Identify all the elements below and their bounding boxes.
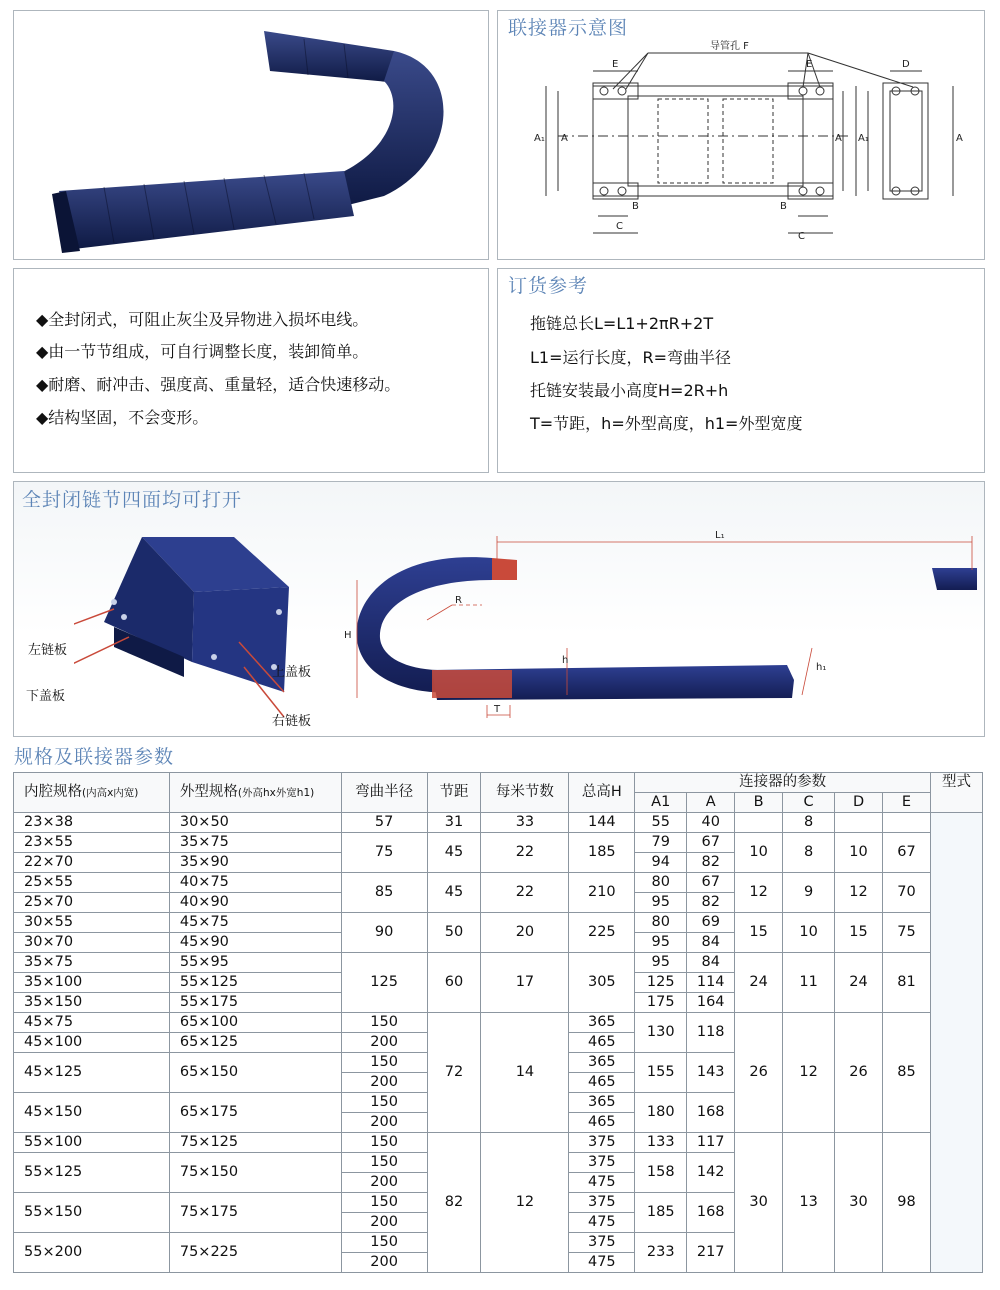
- dim-T: T: [494, 704, 501, 715]
- cell-links: 20: [481, 913, 569, 953]
- cell-height: 185: [569, 833, 635, 873]
- cell-B: 30: [735, 1133, 783, 1273]
- label-A-right: A: [835, 133, 842, 144]
- header-links-per-meter: 每米节数: [481, 773, 569, 813]
- cell-radius: 90: [341, 913, 427, 953]
- cell-A: 84: [687, 933, 735, 953]
- cell-height: 375: [569, 1193, 635, 1213]
- dim-R: R: [455, 595, 462, 606]
- cell-A: 67: [687, 873, 735, 893]
- cell-D: 26: [835, 1013, 883, 1133]
- cell-C: 9: [783, 873, 835, 913]
- cell-A1: 95: [635, 893, 687, 913]
- label-E-left: E: [612, 59, 619, 70]
- header-total-height: 总高H: [569, 773, 635, 813]
- dim-h: h: [562, 655, 569, 666]
- cell-A: 168: [687, 1093, 735, 1133]
- cell-D: 15: [835, 913, 883, 953]
- ordering-line: 托链安装最小高度H=2R+h: [530, 381, 729, 400]
- cell-height: 210: [569, 873, 635, 913]
- cell-inner: 25×70: [14, 893, 170, 913]
- connector-diagram: [498, 11, 984, 259]
- table-row: [14, 953, 983, 973]
- cell-inner: 22×70: [14, 853, 170, 873]
- cell-outer: 40×75: [169, 873, 341, 893]
- feature-item: ◆由一节节组成，可自行调整长度，装卸简单。: [36, 342, 369, 361]
- cell-A: 67: [687, 833, 735, 853]
- openable-title: 全封闭链节四面均可打开: [22, 489, 243, 511]
- cell-inner: 45×125: [14, 1053, 170, 1093]
- cell-A: 69: [687, 913, 735, 933]
- cell-D: 30: [835, 1133, 883, 1273]
- label-A1-right: A₁: [858, 133, 869, 144]
- header-A1: A1: [635, 793, 687, 813]
- cell-B: 26: [735, 1013, 783, 1133]
- label-top-cover: 上盖板: [272, 665, 312, 680]
- cell-type: [930, 813, 982, 1273]
- cell-A: 82: [687, 893, 735, 913]
- cell-inner: 55×200: [14, 1233, 170, 1273]
- cell-C: 11: [783, 953, 835, 1013]
- label-D: D: [902, 59, 910, 70]
- cell-E: 85: [883, 1013, 931, 1133]
- cable-chain-photo: [14, 11, 490, 261]
- cell-outer: 45×75: [169, 913, 341, 933]
- cell-A: 117: [687, 1133, 735, 1153]
- cell-radius: 200: [341, 1253, 427, 1273]
- cell-E: 75: [883, 913, 931, 953]
- openable-panel: [13, 481, 985, 737]
- cell-outer: 40×90: [169, 893, 341, 913]
- cell-A: 168: [687, 1193, 735, 1233]
- cell-pitch: 72: [427, 1013, 481, 1133]
- chain-layout-diagram: [332, 520, 982, 735]
- cell-A: 142: [687, 1153, 735, 1193]
- cell-height: 144: [569, 813, 635, 833]
- cell-links: 17: [481, 953, 569, 1013]
- cell-outer: 55×125: [169, 973, 341, 993]
- feature-item: ◆耐磨、耐冲击、强度高、重量轻，适合快速移动。: [36, 375, 401, 394]
- ordering-title: 订货参考: [508, 275, 589, 297]
- chain-link-illustration: [74, 517, 334, 737]
- label-A-left: A: [561, 133, 568, 144]
- cell-pitch: 45: [427, 833, 481, 873]
- cell-radius: 200: [341, 1033, 427, 1053]
- cell-outer: 55×95: [169, 953, 341, 973]
- header-pitch: 节距: [427, 773, 481, 813]
- cell-E: [883, 813, 931, 833]
- cell-outer: 55×175: [169, 993, 341, 1013]
- cell-inner: 25×55: [14, 873, 170, 893]
- cell-inner: 30×55: [14, 913, 170, 933]
- ordering-line: L1=运行长度，R=弯曲半径: [530, 348, 732, 367]
- label-B-right: B: [780, 201, 787, 212]
- ordering-panel: [497, 268, 985, 473]
- table-row: [14, 813, 983, 833]
- label-guide-hole: 导管孔 F: [710, 41, 749, 52]
- cell-pitch: 50: [427, 913, 481, 953]
- cell-C: 12: [783, 1013, 835, 1133]
- ordering-line: T=节距，h=外型高度，h1=外型宽度: [530, 414, 803, 433]
- cell-C: 13: [783, 1133, 835, 1273]
- cell-outer: 75×150: [169, 1153, 341, 1193]
- dim-H: H: [344, 630, 352, 641]
- header-inner-spec: 内腔规格(内高x内宽): [14, 773, 170, 813]
- label-E-right: E: [806, 59, 813, 70]
- header-connector-params: 连接器的参数: [635, 773, 931, 793]
- cell-inner: 45×150: [14, 1093, 170, 1133]
- header-outer-spec: 外型规格(外高hx外宽h1): [169, 773, 341, 813]
- cell-inner: 23×38: [14, 813, 170, 833]
- feature-item: ◆全封闭式，可阻止灰尘及异物进入损坏电线。: [36, 310, 369, 329]
- cell-A: 118: [687, 1013, 735, 1053]
- cell-A: 217: [687, 1233, 735, 1273]
- cell-radius: 150: [341, 1093, 427, 1113]
- cell-links: 12: [481, 1133, 569, 1273]
- cell-radius: 150: [341, 1013, 427, 1033]
- cell-A1: 175: [635, 993, 687, 1013]
- dim-L1: L₁: [715, 530, 725, 541]
- label-C-left: C: [616, 221, 623, 232]
- cell-height: 475: [569, 1213, 635, 1233]
- cell-A1: 80: [635, 913, 687, 933]
- cell-radius: 150: [341, 1233, 427, 1253]
- cell-inner: 45×100: [14, 1033, 170, 1053]
- cell-outer: 30×50: [169, 813, 341, 833]
- spec-table-title: 规格及联接器参数: [14, 746, 175, 768]
- cell-inner: 35×75: [14, 953, 170, 973]
- cell-height: 375: [569, 1233, 635, 1253]
- product-photo-panel: [13, 10, 489, 260]
- cell-A1: 80: [635, 873, 687, 893]
- cell-outer: 75×175: [169, 1193, 341, 1233]
- cell-outer: 75×225: [169, 1233, 341, 1273]
- cell-radius: 150: [341, 1053, 427, 1073]
- cell-A1: 125: [635, 973, 687, 993]
- cell-inner: 55×100: [14, 1133, 170, 1153]
- cell-B: 15: [735, 913, 783, 953]
- cell-inner: 30×70: [14, 933, 170, 953]
- cell-radius: 200: [341, 1173, 427, 1193]
- header-bend-radius: 弯曲半径: [341, 773, 427, 813]
- cell-outer: 65×100: [169, 1013, 341, 1033]
- cell-A: 82: [687, 853, 735, 873]
- cell-radius: 150: [341, 1153, 427, 1173]
- cell-A1: 94: [635, 853, 687, 873]
- header-A: A: [687, 793, 735, 813]
- table-row: [14, 913, 983, 933]
- cell-height: 365: [569, 1013, 635, 1033]
- cell-radius: 200: [341, 1113, 427, 1133]
- cell-radius: 200: [341, 1073, 427, 1093]
- features-panel: [13, 268, 489, 473]
- cell-E: 81: [883, 953, 931, 1013]
- cell-A1: 158: [635, 1153, 687, 1193]
- cell-inner: 23×55: [14, 833, 170, 853]
- cell-D: 12: [835, 873, 883, 913]
- cell-A1: 130: [635, 1013, 687, 1053]
- label-bottom-cover: 下盖板: [26, 689, 66, 704]
- cell-A: 143: [687, 1053, 735, 1093]
- feature-item: ◆结构坚固，不会变形。: [36, 408, 209, 427]
- header-type: 型式: [930, 773, 982, 813]
- cell-outer: 35×75: [169, 833, 341, 853]
- cell-pitch: 60: [427, 953, 481, 1013]
- cell-outer: 45×90: [169, 933, 341, 953]
- cell-A: 164: [687, 993, 735, 1013]
- cell-A: 114: [687, 973, 735, 993]
- cell-outer: 65×175: [169, 1093, 341, 1133]
- label-A1-left: A₁: [534, 133, 545, 144]
- label-right-plate: 右链板: [272, 714, 312, 729]
- cell-links: 33: [481, 813, 569, 833]
- cell-B: 24: [735, 953, 783, 1013]
- label-C-right: C: [798, 231, 805, 242]
- cell-inner: 55×125: [14, 1153, 170, 1193]
- label-B-left: B: [632, 201, 639, 212]
- cell-D: 10: [835, 833, 883, 873]
- label-left-plate: 左链板: [28, 643, 68, 658]
- cell-height: 365: [569, 1093, 635, 1113]
- cell-A1: 133: [635, 1133, 687, 1153]
- cell-D: 24: [835, 953, 883, 1013]
- cell-outer: 75×125: [169, 1133, 341, 1153]
- cell-C: 8: [783, 813, 835, 833]
- cell-pitch: 82: [427, 1133, 481, 1273]
- cell-radius: 85: [341, 873, 427, 913]
- dim-h1: h₁: [816, 662, 827, 673]
- cell-height: 375: [569, 1133, 635, 1153]
- cell-inner: 35×100: [14, 973, 170, 993]
- connector-diagram-panel: [497, 10, 985, 260]
- header-B: B: [735, 793, 783, 813]
- cell-B: 10: [735, 833, 783, 873]
- label-A-side: A: [956, 133, 963, 144]
- cell-C: 8: [783, 833, 835, 873]
- cell-B: [735, 813, 783, 833]
- cell-E: 98: [883, 1133, 931, 1273]
- cell-E: 67: [883, 833, 931, 873]
- header-C: C: [783, 793, 835, 813]
- cell-height: 475: [569, 1253, 635, 1273]
- cell-height: 375: [569, 1153, 635, 1173]
- cell-links: 22: [481, 833, 569, 873]
- cell-inner: 35×150: [14, 993, 170, 1013]
- cell-links: 14: [481, 1013, 569, 1133]
- cell-A1: 180: [635, 1093, 687, 1133]
- spec-table: [13, 772, 983, 1273]
- cell-pitch: 45: [427, 873, 481, 913]
- cell-height: 465: [569, 1073, 635, 1093]
- cell-radius: 200: [341, 1213, 427, 1233]
- connector-diagram-title: 联接器示意图: [508, 17, 629, 39]
- cell-height: 365: [569, 1053, 635, 1073]
- cell-height: 225: [569, 913, 635, 953]
- cell-A1: 233: [635, 1233, 687, 1273]
- cell-A1: 55: [635, 813, 687, 833]
- cell-A: 84: [687, 953, 735, 973]
- cell-B: 12: [735, 873, 783, 913]
- cell-height: 465: [569, 1113, 635, 1133]
- cell-outer: 65×150: [169, 1053, 341, 1093]
- header-D: D: [835, 793, 883, 813]
- cell-A1: 95: [635, 933, 687, 953]
- cell-radius: 150: [341, 1133, 427, 1153]
- cell-D: [835, 813, 883, 833]
- cell-A1: 79: [635, 833, 687, 853]
- table-row: [14, 1013, 983, 1033]
- cell-radius: 57: [341, 813, 427, 833]
- cell-inner: 55×150: [14, 1193, 170, 1233]
- table-row: [14, 833, 983, 853]
- cell-radius: 125: [341, 953, 427, 1013]
- cell-radius: 150: [341, 1193, 427, 1213]
- header-E: E: [883, 793, 931, 813]
- cell-A1: 185: [635, 1193, 687, 1233]
- cell-height: 475: [569, 1173, 635, 1193]
- cell-height: 465: [569, 1033, 635, 1053]
- cell-radius: 75: [341, 833, 427, 873]
- cell-height: 305: [569, 953, 635, 1013]
- table-row: [14, 1133, 983, 1153]
- cell-pitch: 31: [427, 813, 481, 833]
- ordering-line: 拖链总长L=L1+2πR+2T: [530, 314, 714, 333]
- cell-inner: 45×75: [14, 1013, 170, 1033]
- cell-outer: 65×125: [169, 1033, 341, 1053]
- cell-E: 70: [883, 873, 931, 913]
- cell-outer: 35×90: [169, 853, 341, 873]
- cell-A: 40: [687, 813, 735, 833]
- table-row: [14, 873, 983, 893]
- cell-links: 22: [481, 873, 569, 913]
- cell-A1: 155: [635, 1053, 687, 1093]
- cell-A1: 95: [635, 953, 687, 973]
- cell-C: 10: [783, 913, 835, 953]
